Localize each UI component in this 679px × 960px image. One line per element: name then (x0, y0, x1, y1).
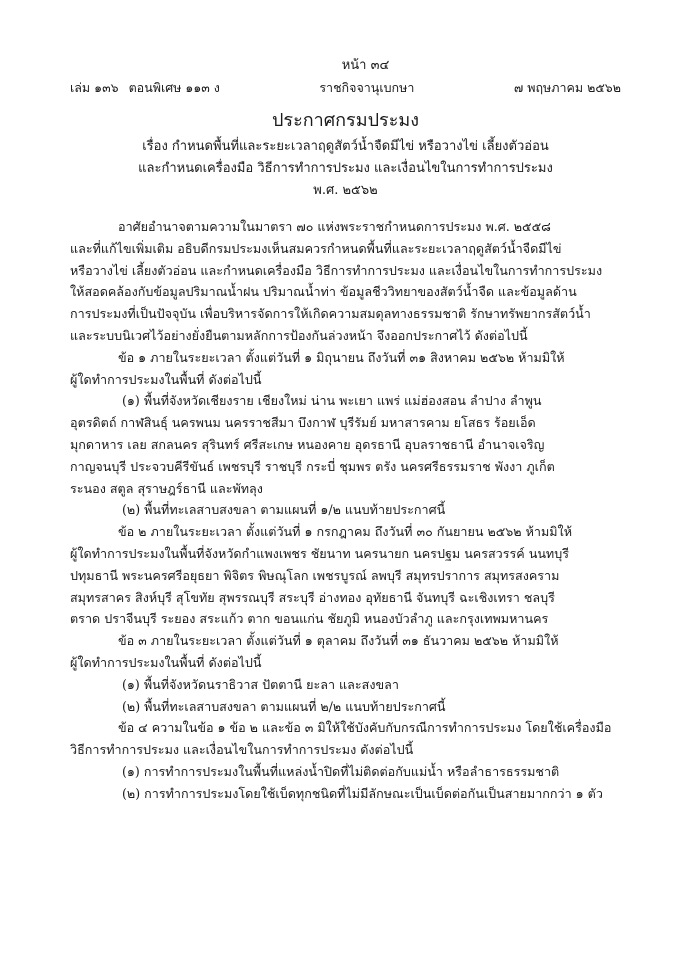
body-line: (๑) พื้นที่จังหวัดเชียงราย เชียงใหม่ น่าน พะเยา แพร่ แม่ฮ่องสอน ลำปาง ลำพูน (122, 393, 542, 409)
body-line: (๒) การทำการประมงโดยใช้เบ็ดทุกชนิดที่ไม่มีลักษณะเป็นเบ็ดต่อกันเป็นสายมากกว่า ๑ ตัว (122, 785, 603, 801)
body-line: วิธีการทำการประมง และเงื่อนไขในการทำการประมง ดังต่อไปนี้ (70, 742, 414, 758)
body-line: (๑) การทำการประมงในพื้นที่แหล่งน้ำปิดที่ไม่ติดต่อกับแม่น้ำ หรือลำธารธรรมชาติ (122, 763, 560, 779)
body-line: อุตรดิตถ์ กาฬสินธุ์ นครพนม นครราชสีมา บึงกาฬ บุรีรัมย์ มหาสารคาม ยโสธร ร้อยเอ็ด (70, 415, 536, 431)
subject-line: และกำหนดเครื่องมือ วิธีการทำการประมง และเงื่อนไขในการทำการประมง (138, 161, 553, 176)
page-number: หน้า ๓๔ (341, 58, 390, 73)
body-line: ข้อ ๓ ภายในระยะเวลา ตั้งแต่วันที่ ๑ ตุลาคม ถึงวันที่ ๓๑ ธันวาคม ๒๕๖๒ ห้ามมิให้ (118, 633, 559, 649)
body-line: การประมงที่เป็นปัจจุบัน เพื่อบริหารจัดการให้เกิดความสมดุลทางธรรมชาติ รักษาทรัพยากรสัตว์น้ำ (70, 306, 591, 322)
body-line: ผู้ใดทำการประมงในพื้นที่ ดังต่อไปนี้ (70, 371, 262, 387)
body-line: (๒) พื้นที่ทะเลสาบสงขลา ตามแผนที่ ๑/๒ แนบท้ายประกาศนี้ (122, 502, 446, 518)
body-line: ผู้ใดทำการประมงในพื้นที่จังหวัดกำแพงเพชร ชัยนาท นครนายก นครปฐม นครสวรรค์ นนทบุรี (70, 545, 569, 561)
document-body (70, 216, 621, 805)
volume-label: เล่ม ๑๓๖ (70, 80, 119, 95)
body-line: ข้อ ๒ ภายในระยะเวลา ตั้งแต่วันที่ ๑ กรกฎาคม ถึงวันที่ ๓๐ กันยายน ๒๕๖๒ ห้ามมิให้ (118, 524, 573, 540)
subject-line: เรื่อง กำหนดพื้นที่และระยะเวลาฤดูสัตว์น้ำจืดมีไข่ หรือวางไข่ เลี้ยงตัวอ่อน (142, 139, 549, 154)
gazette-name: ราชกิจจานุเบกษา (319, 80, 415, 95)
document-title: ประกาศกรมประมง (271, 110, 420, 131)
gazette-header (70, 80, 621, 96)
body-line: มุกดาหาร เลย สกลนคร สุรินทร์ ศรีสะเกษ หนองคาย อุดรธานี อุบลราชธานี อำนาจเจริญ (70, 436, 545, 452)
gazette-volume-issue (70, 80, 220, 96)
body-line: อาศัยอำนาจตามความในมาตรา ๗๐ แห่งพระราชกำหนดการประมง พ.ศ. ๒๕๕๘ (118, 219, 551, 234)
body-line: ผู้ใดทำการประมงในพื้นที่ ดังต่อไปนี้ (70, 654, 262, 670)
document-year: พ.ศ. ๒๕๖๒ (313, 183, 378, 198)
gazette-date: ๗ พฤษภาคม ๒๕๖๒ (513, 80, 621, 95)
body-line: ข้อ ๔ ความในข้อ ๑ ข้อ ๒ และข้อ ๓ มิให้ใช้บังคับกับกรณีการทำการประมง โดยใช้เครื่องมือ (118, 720, 612, 736)
document-subject (70, 136, 621, 180)
body-line: กาญจนบุรี ประจวบคีรีขันธ์ เพชรบุรี ราชบุรี กระบี่ ชุมพร ตรัง นครศรีธรรมราช พังงา ภูเก็ต (70, 458, 555, 474)
body-line: (๒) พื้นที่ทะเลสาบสงขลา ตามแผนที่ ๒/๒ แนบท้ายประกาศนี้ (122, 698, 446, 714)
body-line: และระบบนิเวศไว้อย่างยั่งยืนตามหลักการป้องกันล่วงหน้า จึงออกประกาศไว้ ดังต่อไปนี้ (70, 327, 528, 343)
issue-label: ตอนพิเศษ ๑๑๓ ง (128, 80, 220, 95)
body-line: ข้อ ๑ ภายในระยะเวลา ตั้งแต่วันที่ ๑ มิถุนายน ถึงวันที่ ๓๑ สิงหาคม ๒๕๖๒ ห้ามมิให้ (118, 349, 565, 365)
body-line: ระนอง สตูล สุราษฎร์ธานี และพัทลุง (70, 480, 263, 496)
body-line: และที่แก้ไขเพิ่มเติม อธิบดีกรมประมงเห็นสมควรกำหนดพื้นที่และระยะเวลาฤดูสัตว์น้ำจืดมีไข่ (70, 240, 562, 256)
body-line: ให้สอดคล้องกับข้อมูลปริมาณน้ำฝน ปริมาณน้ำท่า ข้อมูลชีววิทยาของสัตว์น้ำจืด และข้อมูลด้าน (70, 284, 577, 300)
body-line: สมุทรสาคร สิงห์บุรี สุโขทัย สุพรรณบุรี สระบุรี อ่างทอง อุทัยธานี จันทบุรี ฉะเชิงเทรา ชลบุรี (70, 589, 555, 605)
body-line: ปทุมธานี พระนครศรีอยุธยา พิจิตร พิษณุโลก เพชรบูรณ์ ลพบุรี สมุทรปราการ สมุทรสงคราม (70, 567, 560, 583)
body-line: (๑) พื้นที่จังหวัดนราธิวาส ปัตตานี ยะลา และสงขลา (122, 676, 399, 692)
body-line: ตราด ปราจีนบุรี ระยอง สระแก้ว ตาก ขอนแก่น ชัยภูมิ หนองบัวลำภู และกรุงเทพมหานคร (70, 611, 549, 627)
body-line: หรือวางไข่ เลี้ยงตัวอ่อน และกำหนดเครื่องมือ วิธีการทำการประมง และเงื่อนไขในการทำการประมง (70, 262, 603, 278)
